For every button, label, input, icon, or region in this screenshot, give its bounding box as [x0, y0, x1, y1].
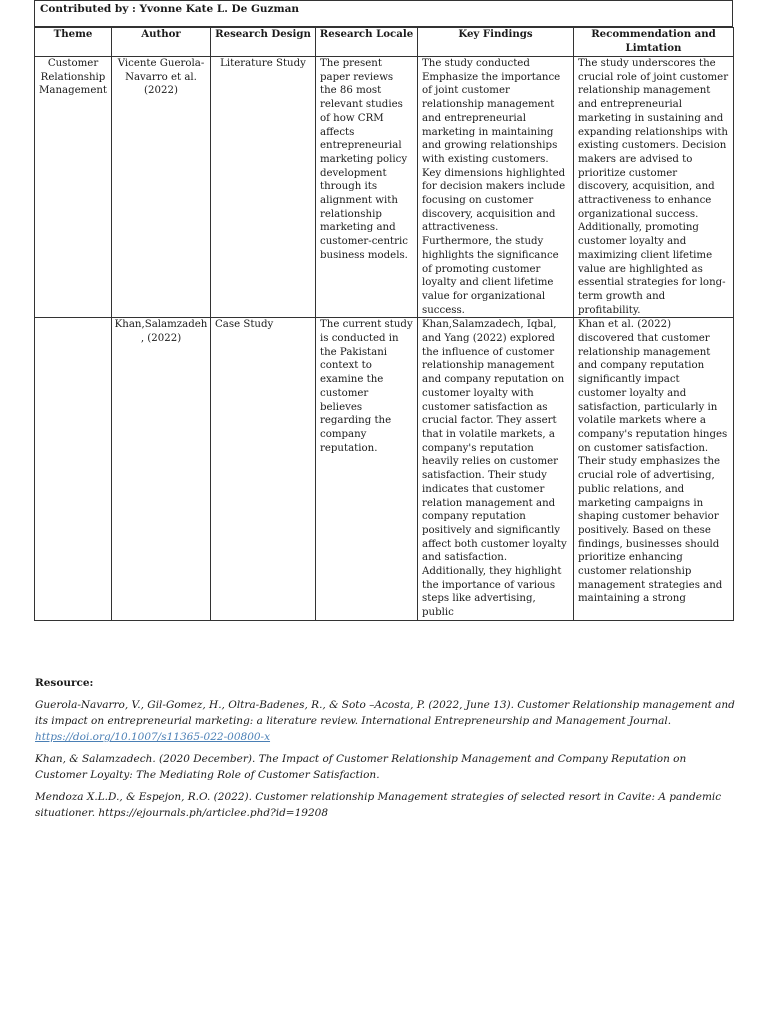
- cell-research-design: Literature Study: [211, 57, 316, 318]
- resources-title: Resource:: [35, 677, 94, 689]
- reference-item: [35, 751, 735, 783]
- cell-key-findings: Khan,Salamzadech, Iqbal, and Yang (2022) explored the influence of customer relationship management and company reputation on customer loyalty with customer satisfaction as crucial factor. They assert that in volatile markets, a company's reputation heavily relies on customer satisfaction. Their study indicates that customer relation management and company reputation positively and significantly affect both customer loyalty and satisfaction. Additionally, they highlight the importance of various steps like advertising, public: [418, 318, 574, 620]
- cell-research-locale: The current study is conducted in the Pakistani context to examine the customer believes regarding the company reputation.: [316, 318, 418, 620]
- resources-section: [35, 675, 735, 827]
- reference-text: Khan, & Salamzadech. (2020 December). The Impact of Customer Relationship Management and Company Reputation on Customer Loyalty: The Mediating Role of Customer Satisfaction.: [35, 753, 687, 781]
- cell-theme: Customer Relationship Management: [35, 57, 112, 318]
- table-row: [35, 318, 734, 620]
- header-key-findings: Key Findings: [418, 28, 574, 57]
- table-row: [35, 57, 734, 318]
- literature-table-container[interactable]: [34, 27, 733, 619]
- header-recommendation: Recommendation and Limtation: [574, 28, 734, 57]
- cell-research-design: Case Study: [211, 318, 316, 620]
- cell-author: Vicente Guerola-Navarro et al. (2022): [112, 57, 211, 318]
- doi-link[interactable]: https://doi.org/10.1007/s11365-022-00800-x: [35, 731, 271, 743]
- cell-recommendation: Khan et al. (2022) discovered that customer relationship management and company reputation significantly impact customer loyalty and satisfaction, particularly in volatile markets where a company's reputation hinges on customer satisfaction. Their study emphasizes the crucial role of advertising, public relations, and marketing campaigns in shaping customer behavior positively. Based on these findings, businesses should prioritize enhancing customer relationship management strategies and maintaining a strong: [574, 318, 734, 620]
- contributor-line: Contributed by : Yvonne Kate L. De Guzman: [34, 0, 733, 27]
- table-header-row: [35, 28, 734, 57]
- header-research-design: Research Design: [211, 28, 316, 57]
- reference-text: Mendoza X.L.D., & Espejon, R.O. (2022). Customer relationship Management strategies of selected resort in Cavite: A pandemic situationer. https://ejournals.ph/articlee.phd?id=19208: [35, 791, 722, 819]
- cell-key-findings: The study conducted Emphasize the importance of joint customer relationship management and entrepreneurial marketing in maintaining and growing relationships with existing customers. Key dimensions highlighted for decision makers include focusing on customer discovery, acquisition and attractiveness. Furthermore, the study highlights the significance of promoting customer loyalty and client lifetime value for organizational success.: [418, 57, 574, 318]
- cell-recommendation: The study underscores the crucial role of joint customer relationship management and entrepreneurial marketing in sustaining and expanding relationships with existing customers. Decision makers are advised to prioritize customer discovery, acquisition, and attractiveness to enhance organizational success. Additionally, promoting customer loyalty and maximizing client lifetime value are highlighted as essential strategies for long-term growth and profitability.: [574, 57, 734, 318]
- reference-item: [35, 789, 735, 821]
- reference-text: Guerola-Navarro, V., Gil-Gomez, H., Oltra-Badenes, R., & Soto –Acosta, P. (2022, June 13). Customer Relationship management and its impact on entrepreneurial marketing: a literature review. International Entrepreneurship and Management Journal.: [35, 699, 735, 727]
- header-theme: Theme: [35, 28, 112, 57]
- cell-theme: [35, 318, 112, 620]
- literature-table: [34, 27, 734, 621]
- header-research-locale: Research Locale: [316, 28, 418, 57]
- reference-item: [35, 697, 735, 745]
- cell-author: Khan,Salamzadeh , (2022): [112, 318, 211, 620]
- header-author: Author: [112, 28, 211, 57]
- cell-research-locale: The present paper reviews the 86 most relevant studies of how CRM affects entrepreneurial marketing policy development through its alignment with relationship marketing and customer-centric business models.: [316, 57, 418, 318]
